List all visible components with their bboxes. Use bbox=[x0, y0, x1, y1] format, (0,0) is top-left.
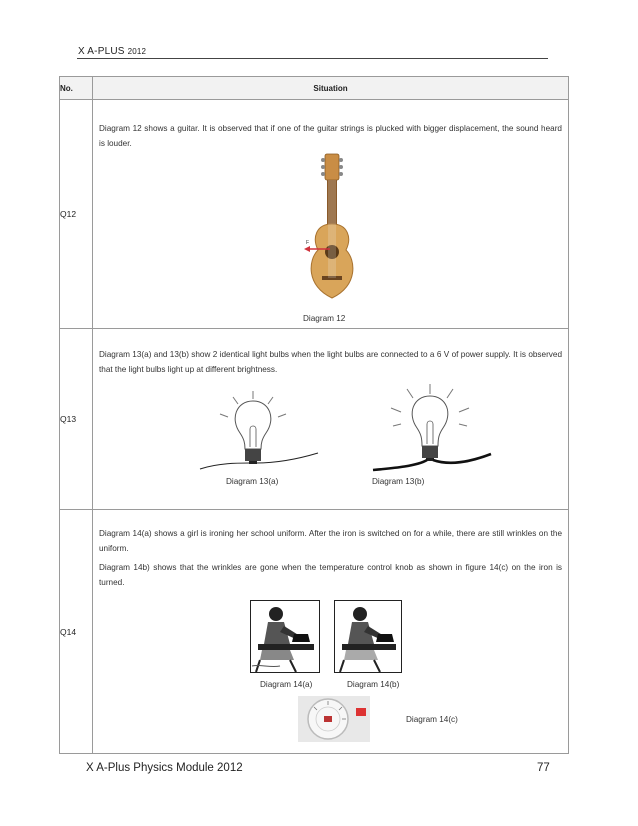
table-row bbox=[60, 510, 569, 754]
situation-text-1: Diagram 14(a) shows a girl is ironing her school uniform. After the iron is switched on for a while, there are still wrinkles on the uniform. bbox=[99, 529, 562, 553]
light-bulb-a-illustration bbox=[198, 389, 323, 471]
light-bulb-b-illustration bbox=[365, 384, 495, 474]
situation-table bbox=[59, 76, 569, 754]
diagram-caption-b: Diagram 13(b) bbox=[372, 477, 425, 486]
diagram-caption: Diagram 12 bbox=[303, 314, 346, 323]
page-number: 77 bbox=[537, 762, 550, 774]
column-header-no: No. bbox=[60, 77, 93, 100]
guitar-illustration bbox=[298, 152, 368, 304]
situation-cell bbox=[93, 329, 569, 510]
footer-module-title: X A-Plus Physics Module 2012 bbox=[86, 762, 243, 774]
table-row bbox=[60, 329, 569, 510]
diagram-caption-a: Diagram 13(a) bbox=[226, 477, 279, 486]
table-header-row bbox=[60, 77, 569, 100]
situation-text: Diagram 12 shows a guitar. It is observed that if one of the guitar strings is plucked with bigger displacement, the sound heard is louder. bbox=[99, 124, 562, 148]
diagram-caption-a: Diagram 14(a) bbox=[260, 680, 313, 689]
header-title: X A-PLUS bbox=[78, 46, 125, 57]
situation-text: Diagram 13(a) and 13(b) show 2 identical light bulbs when the light bulbs are connected to a 6 V of power supply. It is observed that the light bulbs light up at different brightness. bbox=[99, 350, 562, 374]
situation-cell bbox=[93, 100, 569, 329]
temperature-knob-illustration bbox=[298, 696, 370, 742]
ironing-girl-b-illustration bbox=[334, 600, 402, 673]
diagram-caption-b: Diagram 14(b) bbox=[347, 680, 400, 689]
ironing-girl-a-illustration bbox=[250, 600, 320, 673]
running-header bbox=[78, 46, 146, 57]
column-header-situation: Situation bbox=[93, 77, 569, 100]
situation-text-2: Diagram 14b) shows that the wrinkles are gone when the temperature control knob as shown in figure 14(c) on the iron is turned. bbox=[99, 563, 562, 587]
header-rule bbox=[77, 58, 548, 59]
svg-text:F: F bbox=[306, 240, 310, 246]
question-number: Q13 bbox=[60, 329, 93, 510]
situation-cell bbox=[93, 510, 569, 754]
diagram-caption-c: Diagram 14(c) bbox=[406, 715, 458, 724]
question-number: Q14 bbox=[60, 510, 93, 754]
header-year: 2012 bbox=[127, 47, 147, 56]
question-number: Q12 bbox=[60, 100, 93, 329]
table-row bbox=[60, 100, 569, 329]
